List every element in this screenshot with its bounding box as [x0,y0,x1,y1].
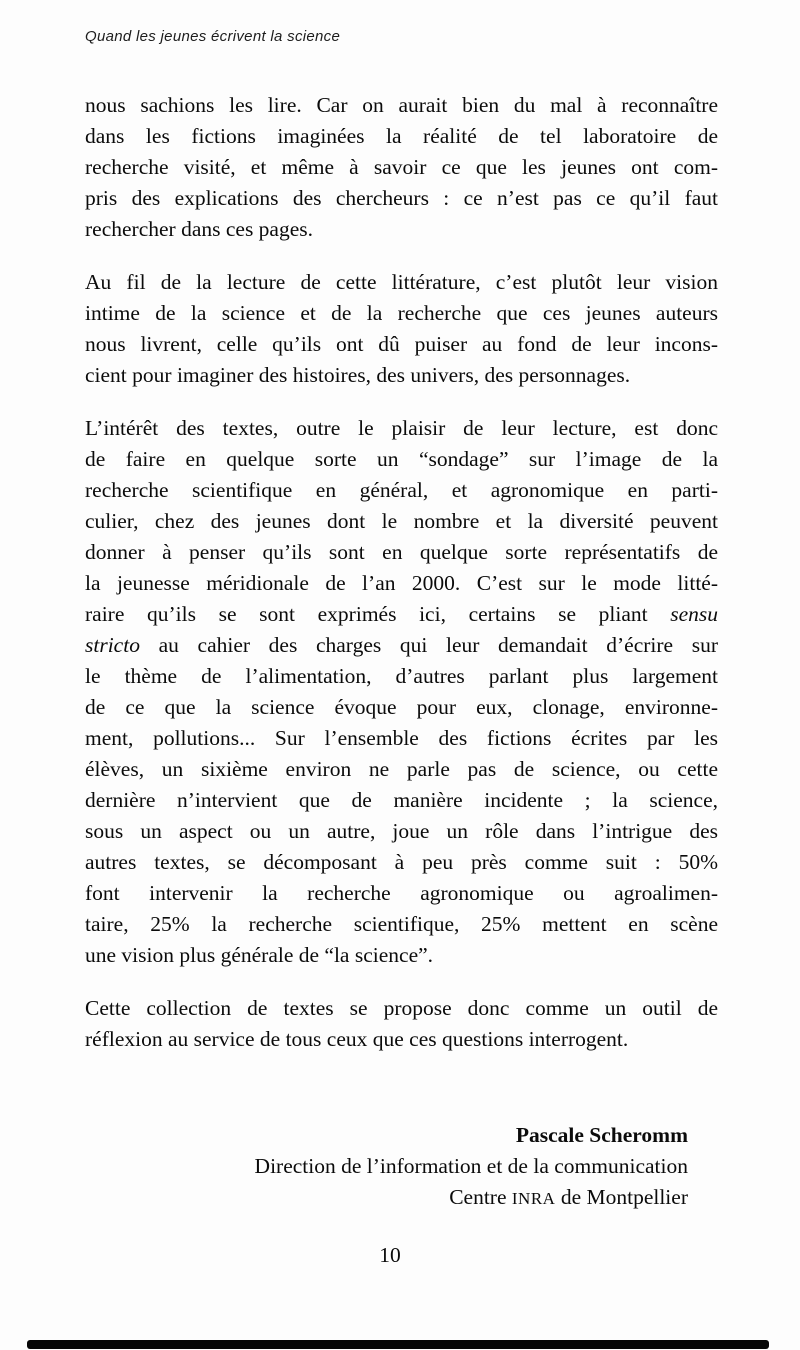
body-paragraphs [85,90,718,1077]
text-line: de faire en quelque sorte un “sondage” sur l’image de la [85,447,718,471]
scan-edge-artifact [27,1340,769,1349]
text-line: dernière n’intervient que de manière incidente ; la science, [85,788,718,812]
text-line: la jeunesse méridionale de l’an 2000. C’est sur le mode litté- [85,571,718,595]
text-line: taire, 25% la recherche scientifique, 25% mettent en scène [85,912,718,936]
text-line: le thème de l’alimentation, d’autres parlant plus largement [85,664,718,688]
text-line: pris des explications des chercheurs : ce n’est pas ce qu’il faut [85,186,718,210]
signature-block [85,1120,688,1214]
text-line: autres textes, se décomposant à peu près comme suit : 50% [85,850,718,874]
text-line: raire qu’ils se sont exprimés ici, certains se pliant sensu [85,602,718,626]
text-line: une vision plus générale de “la science”. [85,943,434,967]
text-line: nous livrent, celle qu’ils ont dû puiser au fond de leur incons- [85,332,718,356]
text-line: Cette collection de textes se propose donc comme un outil de [85,996,718,1020]
paragraph [85,413,718,971]
text-line: intime de la science et de la recherche que ces jeunes auteurs [85,301,718,325]
paragraph [85,267,718,391]
text-line: réflexion au service de tous ceux que ces questions interrogent. [85,1027,629,1051]
paragraph [85,90,718,245]
affiliation-suffix: de Montpellier [555,1185,688,1209]
page-number: 10 [379,1243,401,1267]
paragraph [85,993,718,1055]
text-line: culier, chez des jeunes dont le nombre et la diversité peuvent [85,509,718,533]
signature-author-role: Direction de l’information et de la communication [254,1154,688,1178]
running-header: Quand les jeunes écrivent la science [85,28,341,45]
affiliation-prefix: Centre [449,1185,512,1209]
text-line: cient pour imaginer des histoires, des univers, des personnages. [85,363,631,387]
text-line: élèves, un sixième environ ne parle pas de science, ou cette [85,757,718,781]
text-line: donner à penser qu’ils sont en quelque sorte représentatifs de [85,540,718,564]
signature-author-name: Pascale Scheromm [515,1123,688,1147]
text-line: stricto au cahier des charges qui leur demandait d’écrire sur [85,633,718,657]
text-line: dans les fictions imaginées la réalité de tel laboratoire de [85,124,718,148]
text-line: Au fil de la lecture de cette littérature, c’est plutôt leur vision [85,270,718,294]
text-line: font intervenir la recherche agronomique ou agroalimen- [85,881,718,905]
text-line: rechercher dans ces pages. [85,217,314,241]
text-line: de ce que la science évoque pour eux, clonage, environne- [85,695,718,719]
text-line: L’intérêt des textes, outre le plaisir de leur lecture, est donc [85,416,718,440]
text-line: nous sachions les lire. Car on aurait bien du mal à reconnaître [85,93,718,117]
organization-acronym: INRA [511,1189,556,1208]
signature-author-affiliation [85,1182,688,1214]
text-line: sous un aspect ou un autre, joue un rôle dans l’intrigue des [85,819,718,843]
text-line: recherche visité, et même à savoir ce que les jeunes ont com- [85,155,718,179]
text-line: ment, pollutions... Sur l’ensemble des fictions écrites par les [85,726,718,750]
text-line: recherche scientifique en général, et agronomique en parti- [85,478,718,502]
